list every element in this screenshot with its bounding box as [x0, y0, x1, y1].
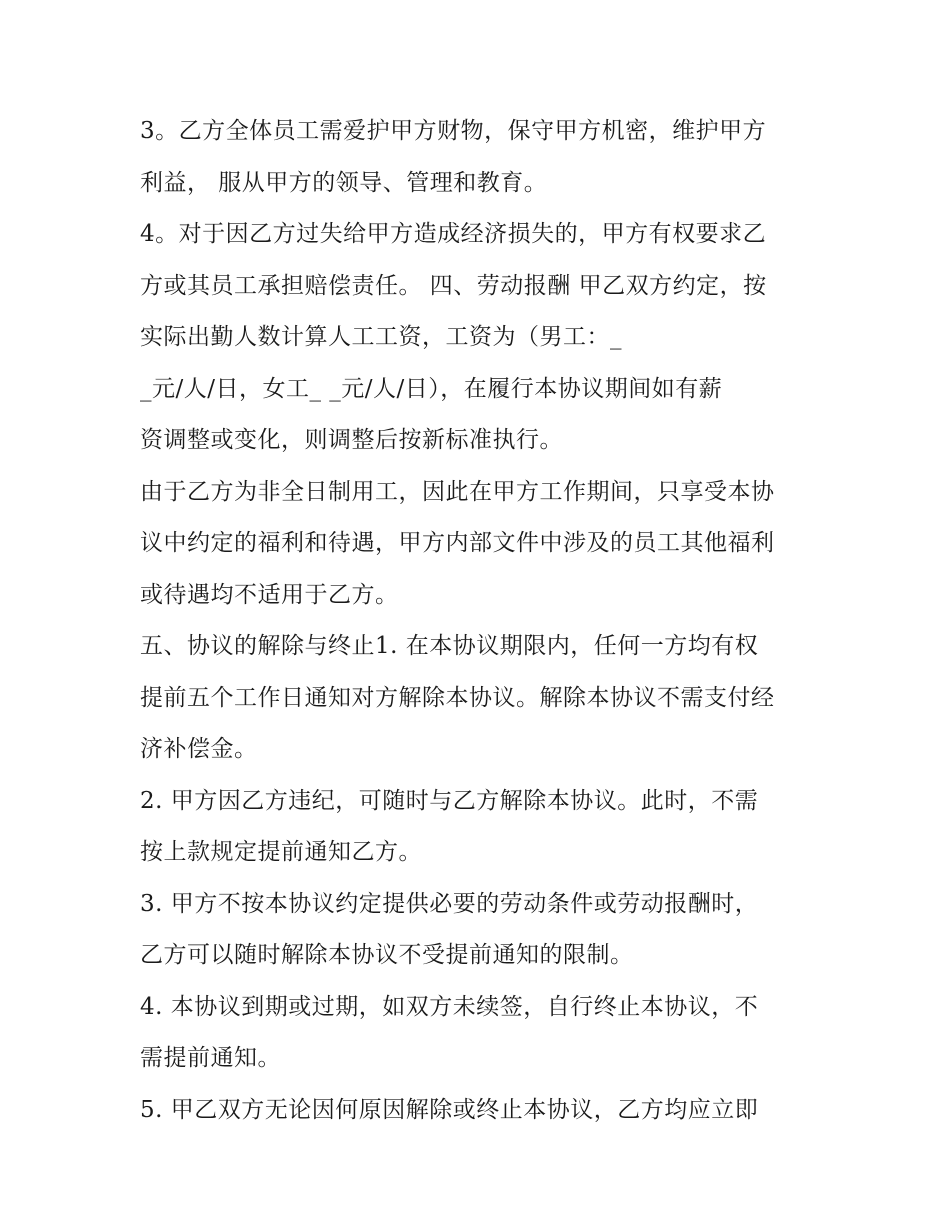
text-line: 2. 甲方因乙方违纪，可随时与乙方解除本协议。此时，不需	[140, 787, 759, 814]
document-body	[140, 106, 820, 1136]
text-line: 济补偿金。	[140, 736, 258, 762]
text-line: 5. 甲乙双方无论因何原因解除或终止本协议，乙方均应立即	[140, 1096, 759, 1123]
text-line: 五、协议的解除与终止1. 在本协议期限内，任何一方均有权	[140, 633, 759, 659]
text-line: 方或其员工承担赔偿责任。 四、劳动报酬 甲乙双方约定，按	[140, 272, 767, 299]
text-line: 4. 本协议到期或过期，如双方未续签，自行终止本协议，不	[140, 993, 759, 1020]
text-line: 乙方可以随时解除本协议不受提前通知的限制。	[140, 942, 634, 968]
text-line: 资调整或变化，则调整后按新标准执行。	[140, 427, 563, 453]
text-line: 议中约定的福利和待遇，甲方内部文件中涉及的员工其他福利	[140, 530, 775, 556]
text-line: 按上款规定提前通知乙方。	[140, 839, 422, 865]
text-line: 利益， 服从甲方的领导、管理和教育。	[140, 169, 548, 196]
text-line: 实际出勤人数计算人工工资，工资为（男工：_	[140, 324, 622, 350]
text-line: 由于乙方为非全日制用工，因此在甲方工作期间，只享受本协	[140, 478, 775, 505]
text-line: 4。对于因乙方过失给甲方造成经济损失的，甲方有权要求乙	[140, 221, 767, 247]
text-line: 3. 甲方不按本协议约定提供必要的劳动条件或劳动报酬时，	[140, 890, 759, 917]
text-line: _元/人/日，女工_ _元/人/日），在履行本协议期间如有薪	[140, 375, 723, 402]
text-line: 提前五个工作日通知对方解除本协议。解除本协议不需支付经	[140, 684, 775, 711]
text-line: 3。乙方全体员工需爱护甲方财物，保守甲方机密，维护甲方	[140, 118, 767, 144]
text-line: 需提前通知。	[140, 1045, 281, 1071]
text-line: 或待遇均不适用于乙方。	[140, 581, 399, 608]
